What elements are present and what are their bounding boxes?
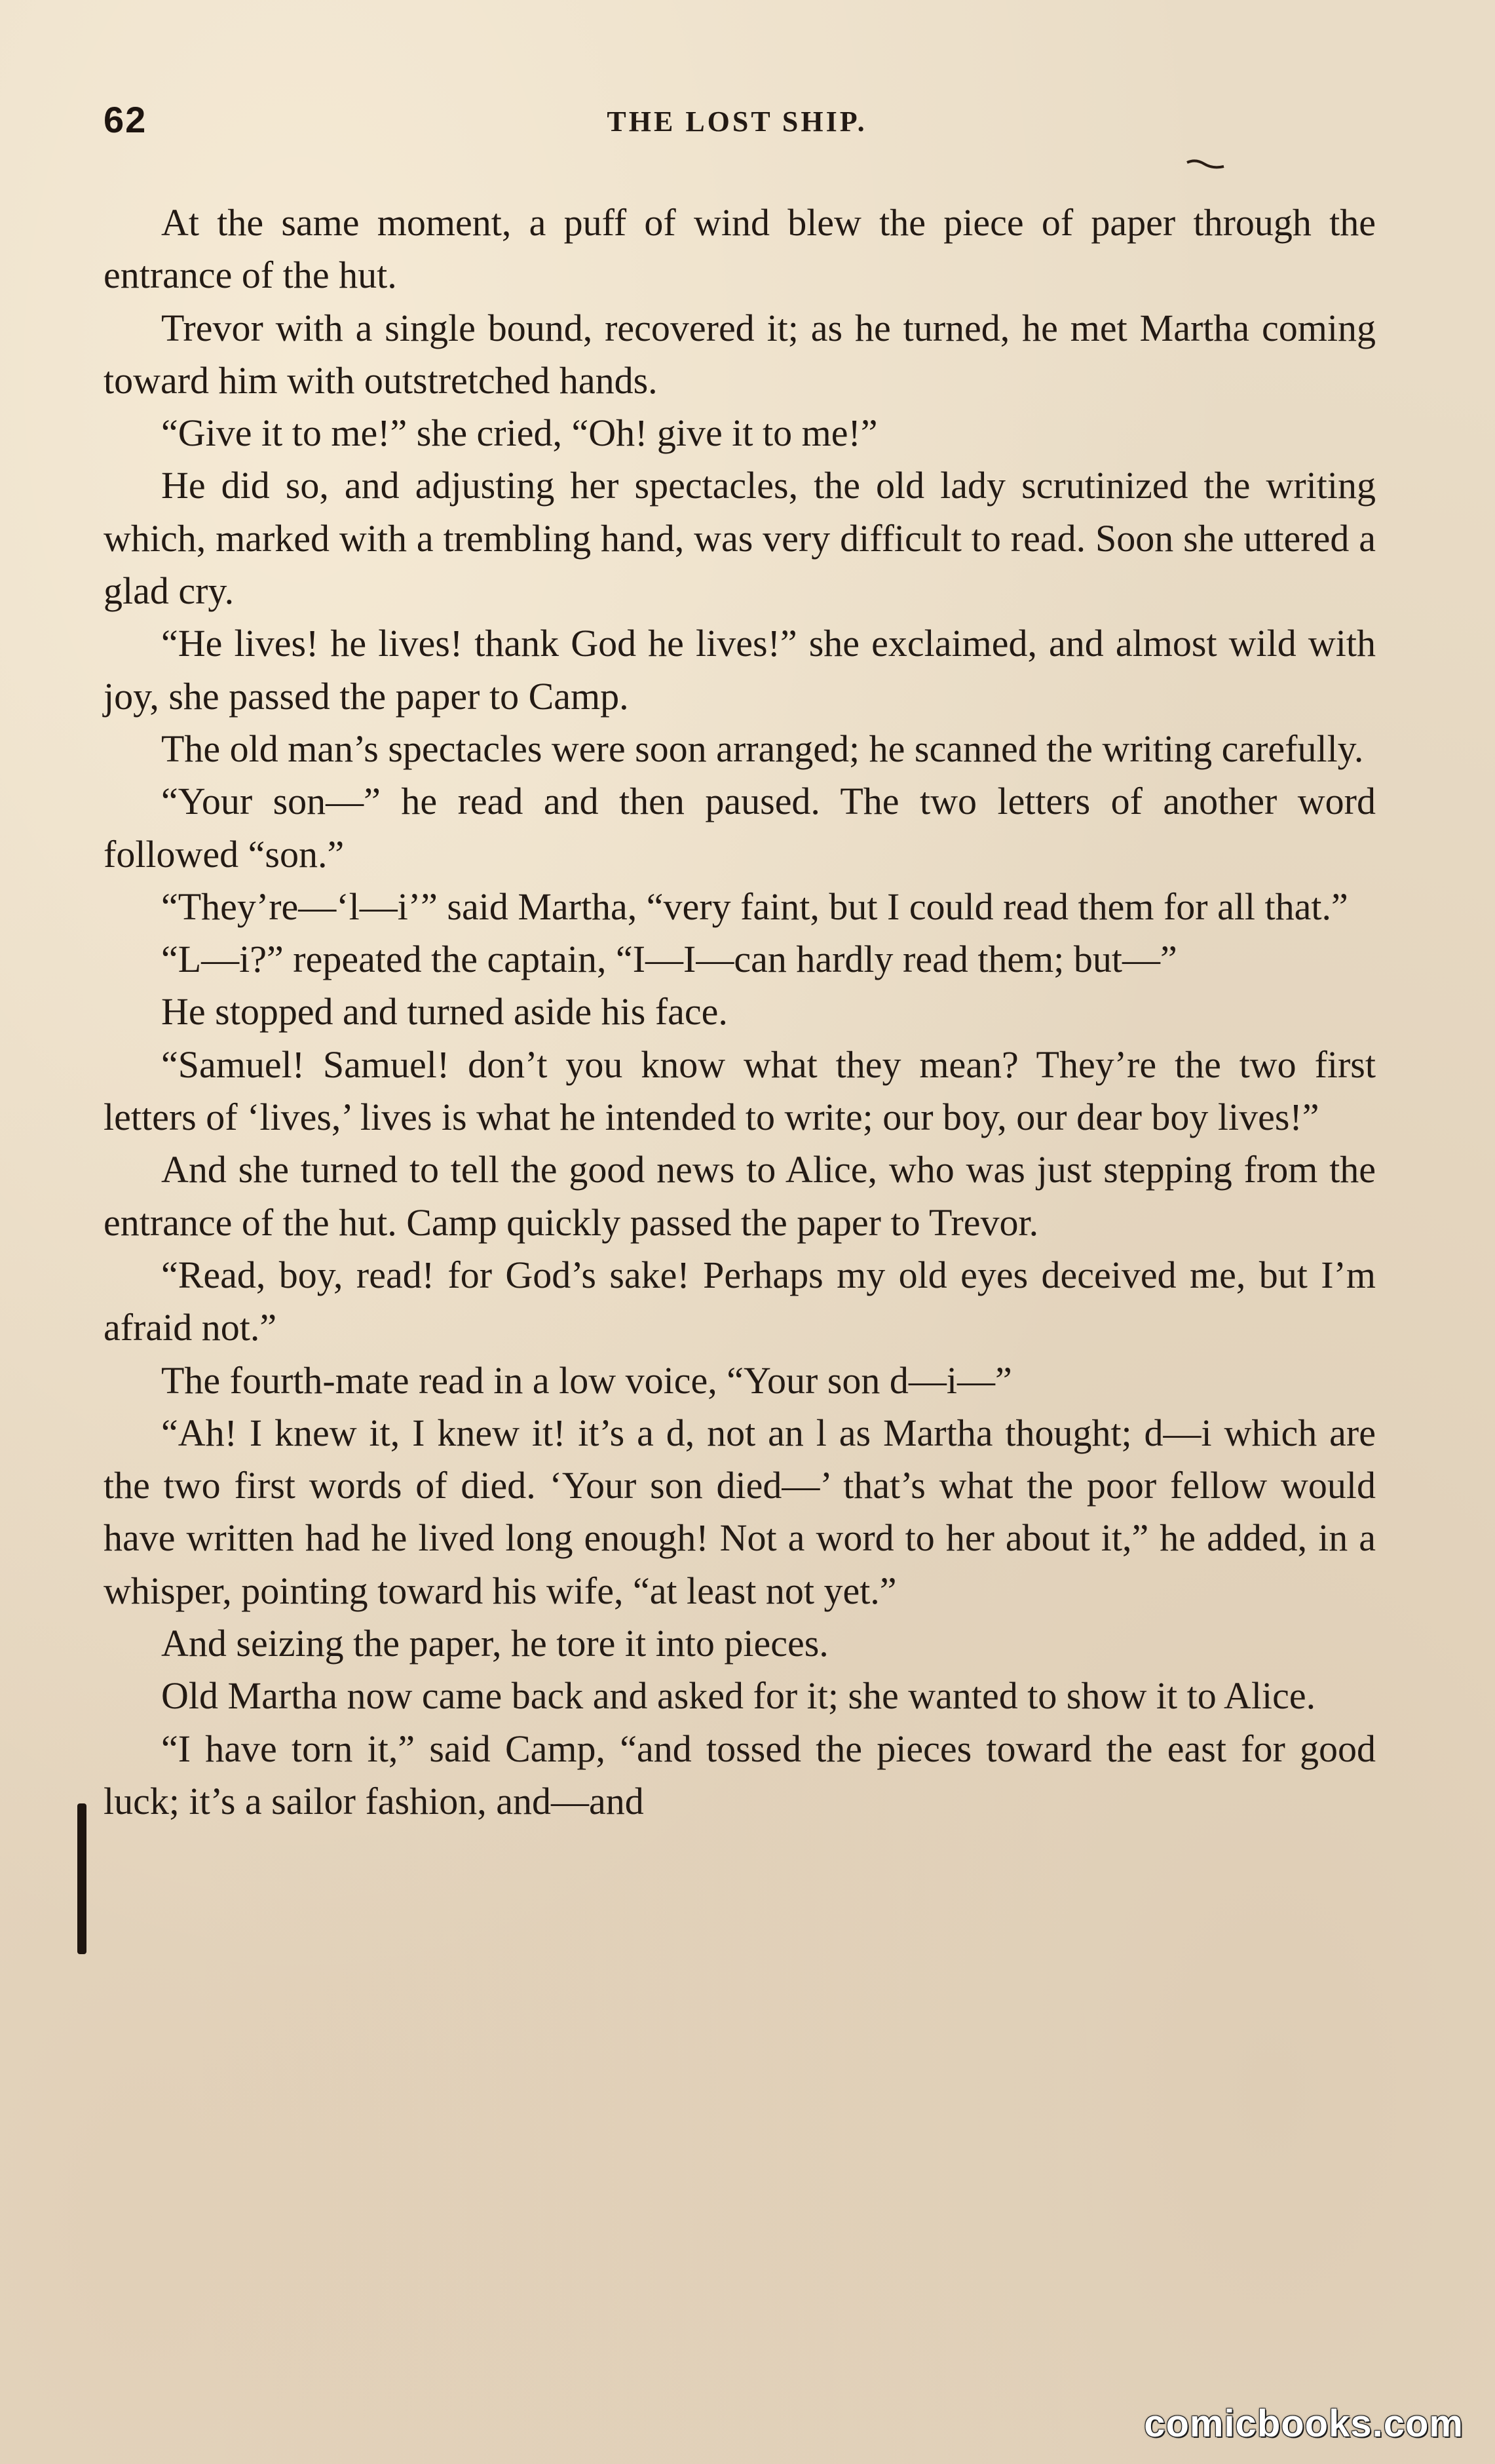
paragraph: “I have torn it,” said Camp, “and tossed the pieces toward the east for good luck; it’s a sailor fashion, and—and [104, 1727, 1376, 1822]
body-text [104, 197, 1376, 1828]
site-watermark: comicbooks.com [1144, 2402, 1464, 2445]
running-head: THE LOST SHIP. [607, 106, 867, 138]
page-header [98, 98, 1376, 157]
paragraph: “He lives! he lives! thank God he lives!” she exclaimed, and almost wild with joy, she passed the paper to Camp. [104, 622, 1376, 718]
paragraph: “L—i?” repeated the captain, “I—I—can hardly read them; but—” [161, 938, 1177, 981]
paragraph: “Samuel! Samuel! don’t you know what they mean? They’re the two first letters of ‘lives,’ lives is what he intended to write; our boy, our dear boy lives!” [104, 1043, 1376, 1139]
paragraph: Old Martha now came back and asked for it; she wanted to show it to Alice. [161, 1674, 1316, 1718]
paragraph: The old man’s spectacles were soon arranged; he scanned the writing carefully. [161, 727, 1364, 770]
page-number: 62 [104, 99, 147, 140]
paragraph: “They’re—‘l—i’” said Martha, “very faint, but I could read them for all that.” [161, 885, 1348, 928]
paragraph: And seizing the paper, he tore it into pieces. [161, 1622, 829, 1665]
paragraph: At the same moment, a puff of wind blew the piece of paper through the entrance of the hut. [104, 201, 1376, 297]
paragraph: Trevor with a single bound, recovered it; as he turned, he met Martha coming toward him with outstretched hands. [104, 306, 1376, 402]
paragraph: He did so, and adjusting her spectacles, the old lady scrutinized the writing which, marked with a trembling hand, was very difficult to read. Soon she uttered a glad cry. [104, 464, 1376, 613]
margin-ink-mark [77, 1803, 86, 1954]
paragraph: “Read, boy, read! for God’s sake! Perhaps my old eyes deceived me, but I’m afraid not.” [104, 1253, 1376, 1349]
paragraph: “Ah! I knew it, I knew it! it’s a d, not an l as Martha thought; d—i which are the two first words of died. ‘Your son died—’ that’s what the poor fellow would have written had he lived long enough! Not a word to her about it,” he added, in a whisper, pointing toward his wife, “at least not yet.” [104, 1411, 1376, 1612]
paragraph: And she turned to tell the good news to Alice, who was just stepping from the entrance of the hut. Camp quickly passed the paper to Trevor. [104, 1148, 1376, 1244]
paragraph: “Give it to me!” she cried, “Oh! give it to me!” [161, 412, 878, 455]
paragraph: He stopped and turned aside his face. [161, 990, 728, 1033]
paragraph: “Your son—” he read and then paused. The two letters of another word followed “son.” [104, 780, 1376, 876]
ink-mark-icon [1186, 157, 1225, 170]
paragraph: The fourth-mate read in a low voice, “Your son d—i—” [161, 1358, 1012, 1402]
